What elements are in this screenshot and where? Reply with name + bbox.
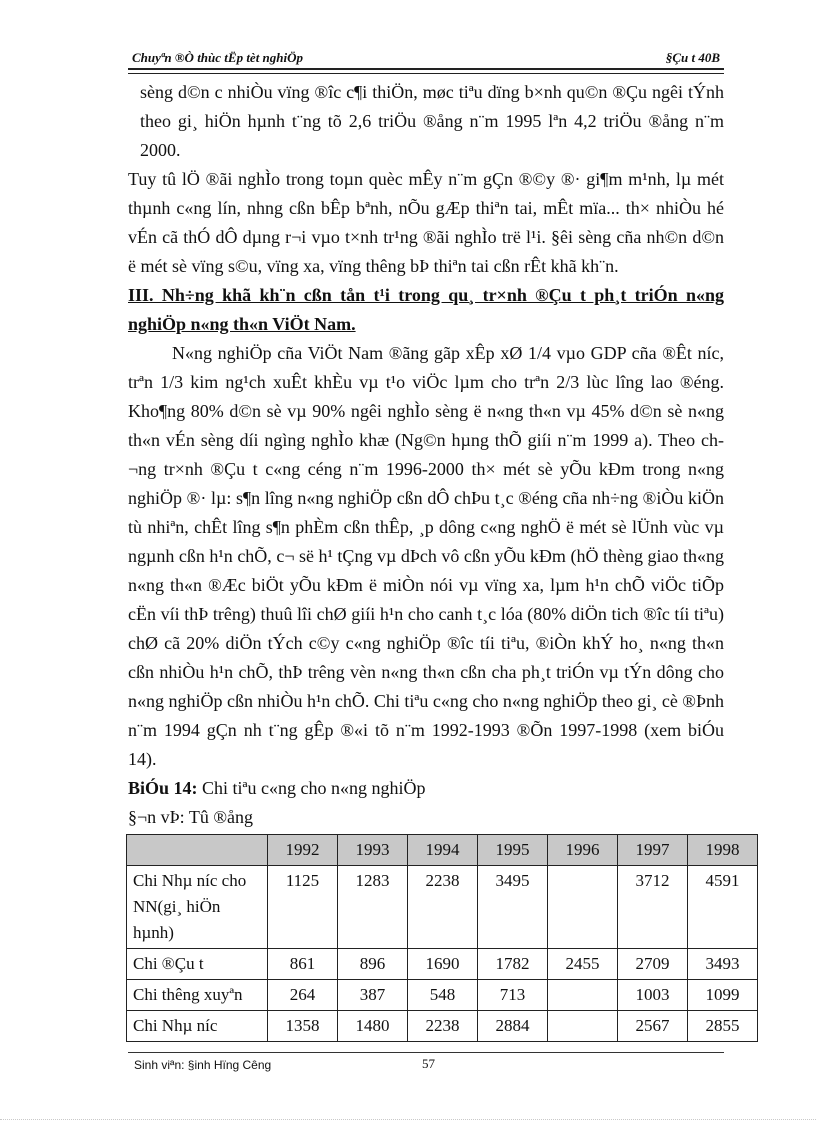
cell-value	[548, 980, 618, 1011]
header-rule-thin	[128, 73, 724, 74]
cell-value: 2455	[548, 949, 618, 980]
table-header-corner	[127, 835, 268, 866]
cell-value: 2238	[408, 1011, 478, 1042]
year-header: 1996	[548, 835, 618, 866]
spending-table	[126, 834, 758, 1042]
cell-value	[548, 866, 618, 949]
page-edge-divider	[0, 1119, 816, 1120]
table-title-label: BiÓu 14:	[128, 778, 198, 798]
header-class: §Çu t 40B	[665, 50, 720, 65]
row-label: Chi ®Çu t	[127, 949, 268, 980]
cell-value: 1003	[618, 980, 688, 1011]
page-footer	[128, 1052, 724, 1076]
cell-value: 2709	[618, 949, 688, 980]
footer-rule	[128, 1052, 724, 1053]
cell-value: 1782	[478, 949, 548, 980]
cell-value: 896	[338, 949, 408, 980]
year-header: 1998	[688, 835, 758, 866]
footer-author: Sinh viªn: §inh Hïng Cêng	[134, 1058, 272, 1072]
year-header: 1997	[618, 835, 688, 866]
year-header: 1994	[408, 835, 478, 866]
paragraph-poverty: Tuy tû lÖ ®ãi nghÌo trong toµn quèc mÊy n¨m gÇn ®©y ®· gi¶m m¹nh, lµ mét thµnh c«ng lín, nhng cßn bÊp bªnh, nÕu gÆp thiªn tai, mÊt mïa... th× nhiÒu hé vÉn cã thÓ dÔ dµng r¬i vµo t×nh tr¹ng ®ãi nghÌo trë l¹i. §êi sèng cña nh©n d©n ë mét sè vïng s©u, vïng xa, vïng thêng bÞ thiªn tai cßn rÊt khã kh¨n.	[128, 169, 724, 276]
cell-value: 1690	[408, 949, 478, 980]
section-heading: III. Nh÷ng khã kh¨n cßn tån t¹i trong qu¸ tr×nh ®Çu t ph¸t triÓn n«ng nghiÖp n«ng th«n ViÖt Nam.	[128, 285, 724, 334]
table-header-row	[127, 835, 758, 866]
table-title-text: Chi tiªu c«ng cho n«ng nghiÖp	[197, 778, 426, 798]
cell-value: 3493	[688, 949, 758, 980]
page-number: 57	[422, 1056, 435, 1071]
cell-value: 264	[268, 980, 338, 1011]
cell-value: 4591	[688, 866, 758, 949]
cell-value: 2567	[618, 1011, 688, 1042]
year-header: 1995	[478, 835, 548, 866]
cell-value: 1099	[688, 980, 758, 1011]
cell-value: 861	[268, 949, 338, 980]
year-header: 1993	[338, 835, 408, 866]
header-title: Chuyªn ®Ò thùc tËp tèt nghiÖp	[132, 50, 304, 65]
cell-value: 1358	[268, 1011, 338, 1042]
cell-value: 1283	[338, 866, 408, 949]
cell-value: 713	[478, 980, 548, 1011]
cell-value: 2238	[408, 866, 478, 949]
cell-value: 3712	[618, 866, 688, 949]
year-header: 1992	[268, 835, 338, 866]
header-rule-thick	[128, 68, 724, 70]
cell-value	[548, 1011, 618, 1042]
cell-value: 387	[338, 980, 408, 1011]
cell-value: 2855	[688, 1011, 758, 1042]
cell-value: 548	[408, 980, 478, 1011]
row-label: Chi Nhµ níc	[127, 1011, 268, 1042]
cell-value: 3495	[478, 866, 548, 949]
page-content	[128, 78, 740, 1042]
page-header	[128, 46, 724, 68]
table-row	[127, 866, 758, 949]
table-row	[127, 1011, 758, 1042]
table-unit: §¬n vÞ: Tû ®ång	[128, 807, 253, 827]
table-row	[127, 980, 758, 1011]
table-row	[127, 949, 758, 980]
table-title	[128, 774, 724, 803]
cell-value: 2884	[478, 1011, 548, 1042]
row-label: Chi thêng xuyªn	[127, 980, 268, 1011]
cell-value: 1480	[338, 1011, 408, 1042]
row-label: Chi Nhµ níc cho NN(gi¸ hiÖn hµnh)	[127, 866, 268, 949]
paragraph-continuation: sèng d©n c nhiÒu vïng ®îc c¶i thiÖn, møc tiªu dïng b×nh qu©n ®Çu ngêi tÝnh theo gi¸ hiÖn hµnh t¨ng tõ 2,6 triÖu ®ång n¨m 1995 lªn 4,2 triÖu ®ång n¨m 2000.	[140, 82, 724, 160]
cell-value: 1125	[268, 866, 338, 949]
paragraph-agriculture: N«ng nghiÖp cña ViÖt Nam ®ãng gãp xÊp xØ 1/4 vµo GDP cña ®Êt níc, trªn 1/3 kim ng¹ch xuÊt khÈu vµ t¹o viÖc lµm cho trªn 2/3 lùc lîng lao ®éng. Kho¶ng 80% d©n sè vµ 90% ngêi nghÌo sèng ë n«ng th«n vµ 45% d©n sè n«ng th«n vÉn sèng díi ngìng nghÌo khæ (Ng©n hµng thÕ giíi n¨m 1999 a). Theo ch¬ng tr×nh ®Çu t c«ng céng n¨m 1996-2000 th× mét sè yÕu kÐm trong n«ng nghiÖp ®· lµ: s¶n lîng n«ng nghiÖp cßn dÔ chÞu t¸c ®éng cña nh÷ng ®iÒu kiÖn tù nhiªn, chÊt lîng s¶n phÈm cßn thÊp, ¸p dông c«ng nghÖ ë mét sè lÜnh vùc vµ ngµnh cßn h¹n chÕ, c¬ së h¹ tÇng vµ dÞch vô cßn yÕu kÐm (hÖ thèng giao th«ng n«ng th«n ®Æc biÖt yÕu kÐm ë miÒn nói vµ vïng xa, lµm h¹n chÕ viÖc tiÕp cËn víi thÞ trêng) thuû lîi chØ giíi h¹n cho canh t¸c lóa (80% diÖn tich ®îc tíi tiªu) chØ cã 20% diÖn tÝch c©y c«ng nghiÖp ®îc tíi tiªu, ®iÒn khÝ ho¸ n«ng th«n cßn nhiÒu h¹n chÕ, thÞ trêng vèn n«ng th«n cßn cha ph¸t triÓn vµ tÝn dông cho n«ng nghiÖp cßn nhiÒu h¹n chÕ. Chi tiªu c«ng cho n«ng nghiÖp theo gi¸ cè ®Þnh n¨m 1994 gÇn nh t¨ng gÊp ®«i tõ n¨m 1992-1993 ®Õn 1997-1998 (xem biÓu 14).	[128, 343, 724, 769]
